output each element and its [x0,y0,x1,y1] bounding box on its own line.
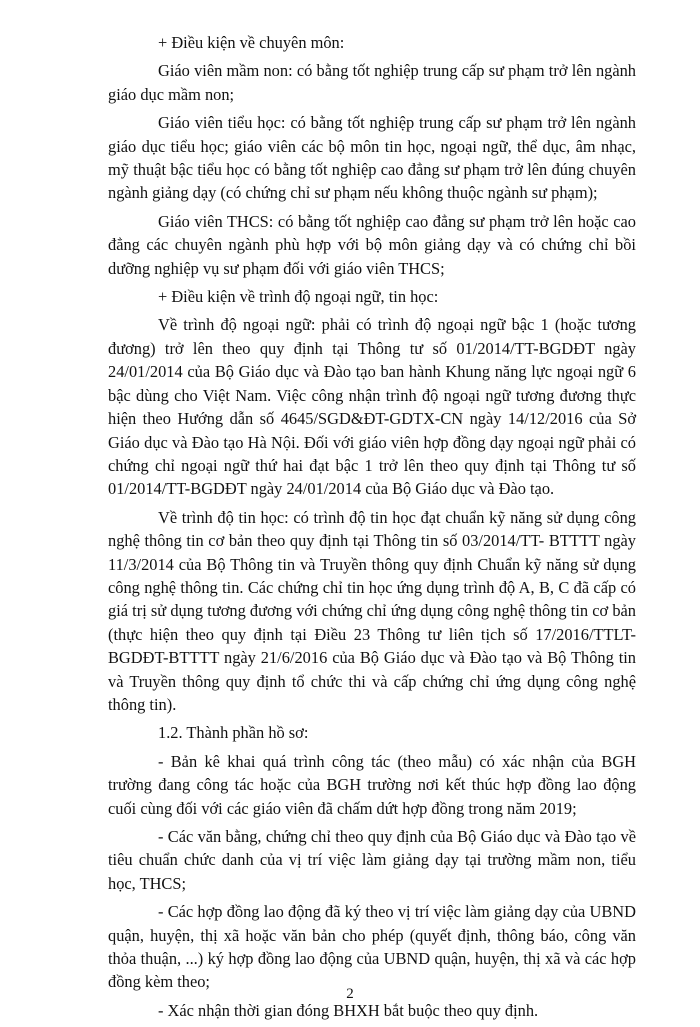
document-body [108,31,636,1027]
paragraph-preschool-teachers: Giáo viên mầm non: có bằng tốt nghiệp trung cấp sư phạm trở lên ngành giáo dục mầm non; [108,61,636,104]
list-item-labor-contracts: - Các hợp đồng lao động đã ký theo vị trí việc làm giảng dạy của UBND quận, huyện, thị xã hoặc văn bản cho phép (quyết định, thông báo, công văn thỏa thuận, ...) ký hợp đồng lao động của UBND quận, huyện, thị xã và các hợp đồng kèm theo; [108,902,636,992]
list-item-work-history: - Bản kê khai quá trình công tác (theo mẫu) có xác nhận của BGH trường đang công tác hoặc của BGH trường nơi kết thúc hợp đồng lao động cuối cùng đối với các giáo viên đã chấm dứt hợp đồng trong năm 2019; [108,751,636,818]
paragraph-foreign-language: Về trình độ ngoại ngữ: phải có trình độ ngoại ngữ bậc 1 (hoặc tương đương) trở lên theo quy định tại Thông tư số 01/2014/TT-BGDĐT ngày 24/01/2014 của Bộ Giáo dục và Đào tạo ban hành Khung năng lực ngoại ngữ 6 bậc dùng cho Việt Nam. Việc công nhận trình độ ngoại ngữ tương đương thực hiện theo Hướng dẫn số 4645/SGD&ĐT-GDTX-CN ngày 14/12/2016 của Sở Giáo dục và Đào tạo Hà Nội. Đối với giáo viên hợp đồng dạy ngoại ngữ phải có chứng chỉ ngoại ngữ thứ hai đạt bậc 1 trở lên theo quy định tại Thông tư số 01/2014/TT-BGDĐT ngày 24/01/2014 của Bộ Giáo dục và Đào tạo. [108,315,636,499]
section-heading-language-it-conditions: + Điều kiện về trình độ ngoại ngữ, tin học: [158,287,439,307]
paragraph-secondary-teachers: Giáo viên THCS: có bằng tốt nghiệp cao đẳng sư phạm trở lên hoặc cao đẳng các chuyên ngành phù hợp với bộ môn giảng dạy và có chứng chỉ bồi dưỡng nghiệp vụ sư phạm đối với giáo viên THCS; [108,211,636,278]
section-heading-professional-conditions: + Điều kiện về chuyên môn: [158,33,345,52]
paragraph-it-skills: Về trình độ tin học: có trình độ tin học đạt chuẩn kỹ năng sử dụng công nghệ thông tin cơ bản theo quy định tại Thông tin số 03/2014/TT- BTTTT ngày 11/3/2014 của Bộ Thông tin và Truyền thông quy định Chuẩn kỹ năng sử dụng công nghệ thông tin. Các chứng chỉ tin học ứng dụng trình độ A, B, C đã cấp có giá trị sử dụng tương đương với chứng chỉ ứng dụng công nghệ thông tin cơ bản (thực hiện theo quy định tại Điều 23 Thông tư liên tịch số 17/2016/TTLT-BGDĐT-BTTTT ngày 21/6/2016 của Bộ Giáo dục và Đào tạo và Bộ Thông tin và Truyền thông quy định tổ chức thi và cấp chứng chỉ ứng dụng công nghệ thông tin). [108,507,636,714]
paragraph-primary-teachers: Giáo viên tiểu học: có bằng tốt nghiệp trung cấp sư phạm trở lên ngành giáo dục tiểu học; giáo viên các bộ môn tin học, ngoại ngữ, thể dục, âm nhạc, mỹ thuật bậc tiểu học có bằng tốt nghiệp cao đẳng sư phạm trở lên đúng chuyên ngành giảng dạy (có chứng chỉ sư phạm nếu không thuộc ngành sư phạm); [108,113,636,203]
section-heading-dossier-components: 1.2. Thành phần hồ sơ: [158,723,309,743]
page-number: 2 [346,986,354,1002]
list-item-diplomas-certificates: - Các văn bằng, chứng chỉ theo quy định của Bộ Giáo dục và Đào tạo về tiêu chuẩn chức danh của vị trí việc làm giảng dạy tại trường mầm non, tiểu học, THCS; [108,827,636,893]
list-item-social-insurance: - Xác nhận thời gian đóng BHXH bắt buộc theo quy định. [158,1000,539,1020]
